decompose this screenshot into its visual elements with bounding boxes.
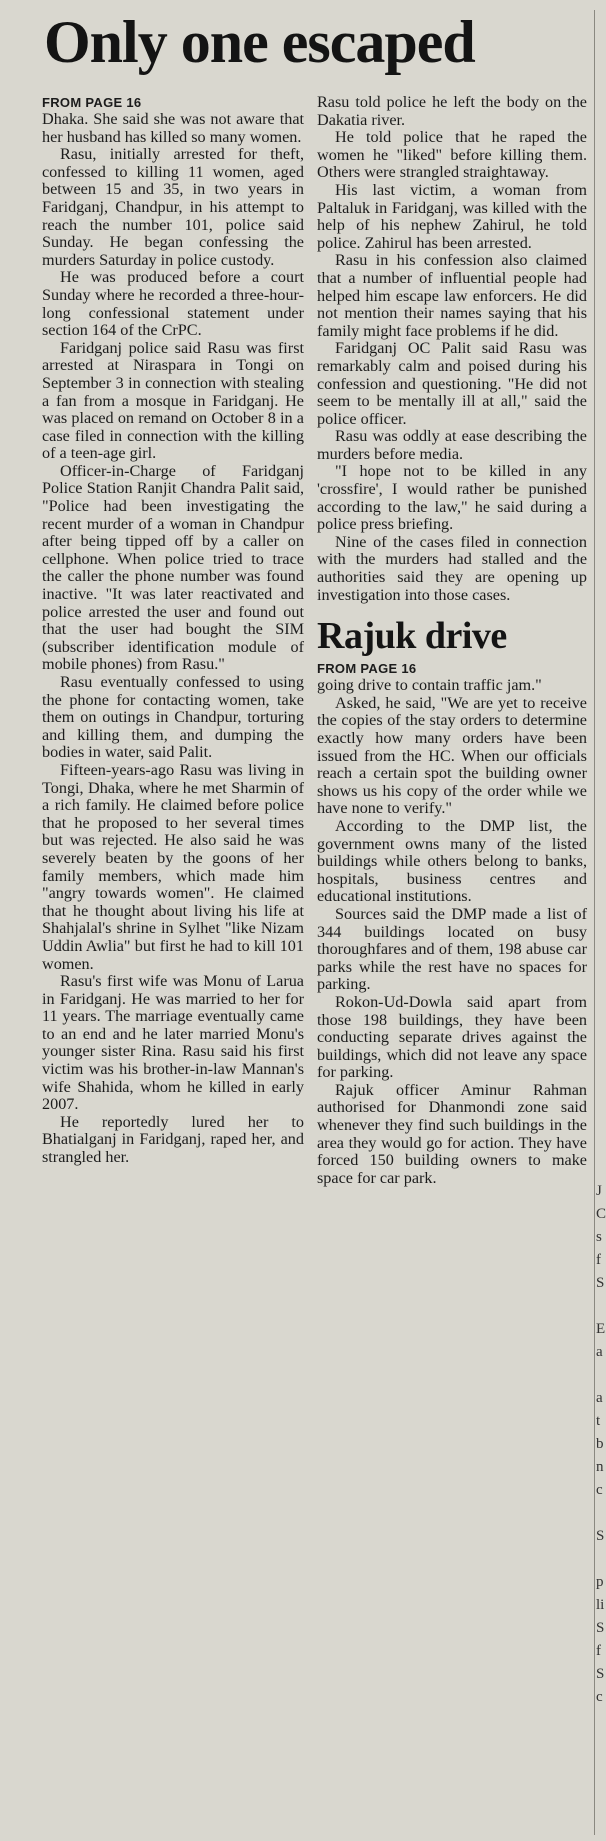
story1-para: Rasu was oddly at ease describing the murders before media.	[317, 427, 587, 463]
neighbor-letter	[596, 1364, 606, 1387]
story1-para: Rasu, initially arrested for theft, confessed to killing 11 women, aged between 15 and 35, in two years in Faridganj, Chandpur, in his attempt to reach the number 101, police said Sunday. He began confessing the murders Saturday in police custody.	[42, 145, 304, 269]
neighbor-letter: J	[596, 1183, 602, 1199]
column-right	[317, 94, 587, 1841]
story1-para: He told police that he raped the women he "liked" before killing them. Others were strangled straightaway.	[317, 128, 587, 182]
story1-para: Faridganj police said Rasu was first arrested at Niraspara in Tongi on September 3 in connection with stealing a fan from a mosque in Faridganj. He was placed on remand on October 8 in a case filed in connection with the killing of a teen-age girl.	[42, 338, 304, 463]
neighbor-letter: C	[596, 1206, 606, 1222]
story1-para: Rasu told police he left the body on the Dakatia river.	[317, 93, 587, 129]
neighbor-letter: S	[596, 1528, 605, 1544]
story2-para: Asked, he said, "We are yet to receive the copies of the stay orders to determine exactly how many orders have been issued from the HC. When our officials reach a certain spot the building owner shows us his copy of the order while we have none to verify."	[317, 693, 587, 818]
story1-para: Rasu's first wife was Monu of Larua in Faridganj. He was married to her for 11 years. The marriage eventually came to an end and he later married Monu's younger sister Rina. Rasu said his first victim was his brother-in-law Mannan's wife Shahida, whom he killed in early 2007.	[42, 972, 304, 1114]
neighbor-letter: c	[596, 1689, 603, 1705]
neighbor-letter: n	[596, 1459, 604, 1475]
story1-para: He reportedly lured her to Bhatialganj in Faridganj, raped her, and strangled her.	[42, 1112, 304, 1167]
neighbor-letter	[596, 1295, 606, 1318]
neighbor-letter: c	[596, 1482, 603, 1498]
neighbor-letter: a	[596, 1390, 603, 1406]
neighbor-letter: p	[596, 1574, 604, 1590]
neighbor-letter	[596, 1502, 606, 1525]
story2-para: Rajuk officer Aminur Rahman authorised for Dhanmondi zone said whenever they find such buildings in the area they would go for action. They have forced 150 building owners to make space for car park.	[317, 1080, 587, 1187]
story1-para: Faridganj OC Palit said Rasu was remarkably calm and poised during his confession and questioning. "He did not seem to be mentally ill at all," said the police officer.	[317, 339, 587, 428]
neighbor-letter: f	[596, 1643, 601, 1659]
neighbor-letter: S	[596, 1620, 605, 1636]
neighbor-letter: b	[596, 1436, 604, 1452]
story2-para: Sources said the DMP made a list of 344 buildings located on busy thoroughfares and of them, 198 abuse car parks while the rest have no spaces for parking.	[317, 904, 587, 994]
story1-kicker: FROM PAGE 16	[42, 95, 142, 110]
story1-para: He was produced before a court Sunday where he recorded a three-hour-long confessional statement under section 164 of the CrPC.	[42, 268, 304, 340]
neighbor-letter: s	[596, 1229, 602, 1245]
column-divider	[594, 10, 595, 1835]
neighbor-column-fragment	[596, 1180, 606, 1709]
neighbor-letter	[596, 1548, 606, 1571]
story2-headline: Rajuk drive	[317, 615, 507, 658]
story1-para: Rasu in his confession also claimed that a number of influential people had helped him escape law enforcers. He did not mention their names saying that his family might face problems if he did.	[317, 251, 587, 340]
story1-para: "I hope not to be killed in any 'crossfire', I would rather be punished according to the law," he said during a police press briefing.	[317, 462, 587, 534]
story1-para: Officer-in-Charge of Faridganj Police Station Ranjit Chandra Palit said, "Police had been investigating the recent murder of a woman in Chandpur after being tipped off by a caller on cellphone. When police tried to trace the caller the phone number was found inactive. "It was later reactivated and police arrested the user and found out that the user had bought the SIM (subscriber identification module of mobile phones) from Rasu."	[42, 461, 304, 674]
column-left	[42, 94, 304, 1841]
neighbor-letter: f	[596, 1252, 601, 1268]
story2-para: going drive to contain traffic jam."	[317, 676, 542, 695]
story1-para: Nine of the cases filed in connection with the murders had stalled and the authorities said they are opening up investigation into those cases.	[317, 532, 587, 604]
story1-para: His last victim, a woman from Paltaluk in Faridganj, was killed with the help of his nephew Zahirul, he told police. Zahirul has been arrested.	[317, 180, 587, 252]
neighbor-letter: E	[596, 1321, 606, 1337]
neighbor-letter: a	[596, 1344, 603, 1360]
neighbor-letter: li	[596, 1597, 605, 1613]
story1-para: Fifteen-years-ago Rasu was living in Tongi, Dhaka, where he met Sharmin of a rich family. He claimed before police that he proposed to her several times but was rejected. He also said he was severely beaten by the goons of her family members, which made him "angry towards women". He claimed that he thought about living his life at Shahjalal's shrine in Sylhet "like Nizam Uddin Awlia" but first he had to kill 101 women.	[42, 760, 304, 973]
story1-para: Rasu eventually confessed to using the phone for contacting women, take them on outings in Chandpur, torturing and killing them, and dumping the bodies in water, said Palit.	[42, 673, 304, 762]
neighbor-letter: S	[596, 1275, 605, 1291]
headline: Only one escaped	[44, 9, 475, 75]
story2-kicker: FROM PAGE 16	[317, 661, 417, 677]
story2-para: Rokon-Ud-Dowla said apart from those 198 buildings, they have been conducting separate drives against the buildings, which did not leave any space for parking.	[317, 992, 587, 1082]
story2-para: According to the DMP list, the government owns many of the listed buildings while others belong to banks, hospitals, business centres and educational institutions.	[317, 816, 587, 906]
neighbor-letter: t	[596, 1413, 601, 1429]
neighbor-letter: S	[596, 1666, 605, 1682]
story1-para: Dhaka. She said she was not aware that her husband has killed so many women.	[42, 110, 304, 146]
